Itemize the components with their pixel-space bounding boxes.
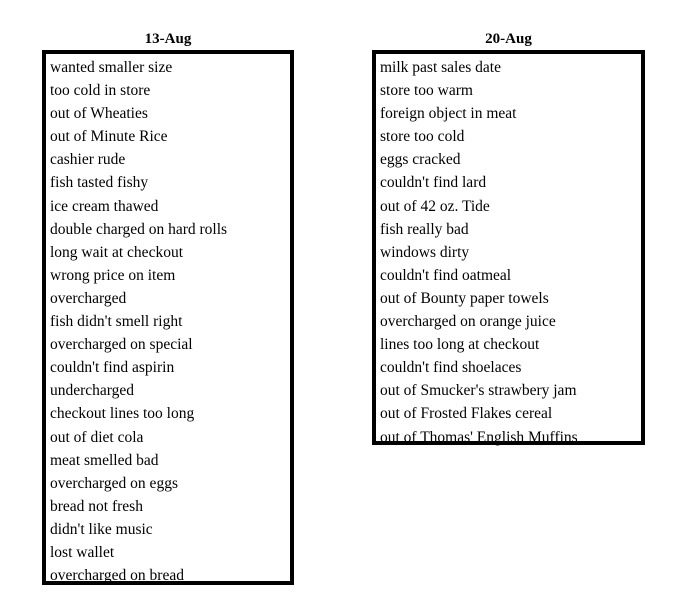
column-13-aug (42, 30, 294, 585)
column-title: 20-Aug (485, 31, 532, 47)
list-item: out of Frosted Flakes cereal (380, 405, 553, 423)
list-item: overcharged on bread (50, 567, 184, 585)
list-item: fish didn't smell right (50, 313, 183, 331)
list-item: fish really bad (380, 220, 469, 238)
list-item: store too cold (380, 128, 465, 146)
list-item: checkout lines too long (50, 405, 195, 423)
list-item: out of Wheaties (50, 105, 148, 123)
list-item: milk past sales date (380, 59, 501, 76)
column-title: 13-Aug (144, 31, 192, 47)
list-item: cashier rude (50, 151, 126, 169)
list-item: couldn't find oatmeal (380, 266, 512, 284)
list-item: wrong price on item (50, 266, 176, 284)
list-item: out of diet cola (50, 428, 144, 446)
list-item: didn't like music (50, 520, 153, 538)
list-item: overcharged on eggs (50, 474, 178, 492)
list-item: undercharged (50, 382, 135, 400)
list-item: meat smelled bad (50, 451, 159, 469)
list-item: too cold in store (50, 82, 151, 100)
column-20-aug (372, 30, 645, 445)
list-item: out of Bounty paper towels (380, 289, 549, 307)
list-item: wanted smaller size (50, 59, 173, 76)
list-item: overcharged on special (50, 336, 193, 354)
list-item: double charged on hard rolls (50, 220, 228, 238)
list-item: bread not fresh (50, 497, 143, 515)
list-item: couldn't find lard (380, 174, 487, 192)
list-item: store too warm (380, 82, 473, 100)
list-item: ice cream thawed (50, 197, 159, 215)
list-item: out of Minute Rice (50, 128, 168, 146)
list-item: overcharged (50, 289, 127, 307)
list-item: overcharged on orange juice (380, 313, 556, 331)
list-item: out of 42 oz. Tide (380, 197, 490, 215)
list-item: out of Thomas' English Muffins (380, 428, 578, 446)
list-item: eggs cracked (380, 151, 461, 169)
list-item: out of Smucker's strawbery jam (380, 382, 577, 400)
list-item: lost wallet (50, 543, 115, 561)
complaint-list (372, 50, 645, 445)
list-item: couldn't find aspirin (50, 359, 175, 377)
complaint-list (42, 50, 294, 585)
list-item: foreign object in meat (380, 105, 517, 123)
list-item: windows dirty (380, 243, 470, 261)
list-item: lines too long at checkout (380, 336, 540, 354)
list-item: couldn't find shoelaces (380, 359, 522, 377)
list-item: long wait at checkout (50, 243, 183, 261)
list-item: fish tasted fishy (50, 174, 149, 192)
